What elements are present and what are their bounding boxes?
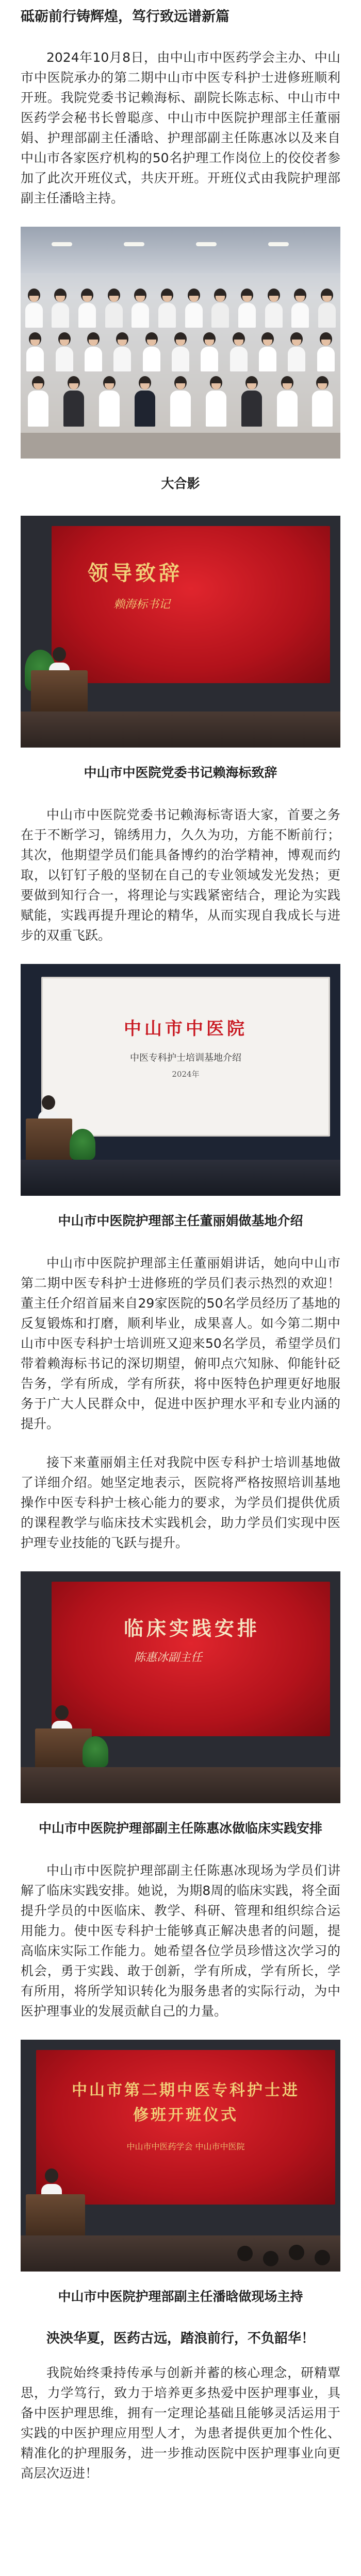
- floor: [21, 433, 340, 459]
- caption-deputy-chen: 中山市中医院护理部副主任陈惠冰做临床实践安排: [38, 1821, 322, 1836]
- paragraph-secretary: 中山市中医院党委书记赖海标寄语大家，首要之务在于不断学习，锦绣用力，久久为功，方能不断前行；其次，他期望学员们能具备博约的治学精神，博观而约取，以钉钉子般的坚韧在自己的专业领域发光发热；更要做到知行合一，将理论与实践紧密结合，理论为实践赋能，实践再提升理论的精华，从而实现自我成长与进步的双重飞跃。: [21, 807, 340, 943]
- screen-subtitle: 中医专科护士培训基地介绍: [130, 1053, 241, 1063]
- paragraph-base-intro: 接下来董丽娟主任对我院中医专科护士培训基地做了详细介绍。她坚定地表示，医院将严格按照培训基地操作中医专科护士核心能力的要求，为学员们提供优质的课程教学与临床技术实践机会，助力学员们实现中医护理专业技能的飞跃与提升。: [21, 1455, 340, 1550]
- caption-deputy-pan: 中山市中医院护理部副主任潘晗做现场主持: [58, 2289, 303, 2304]
- screen-subtitle: 中山市中医药学会 中山市中医院: [126, 2142, 245, 2151]
- middle-row-people: [21, 332, 340, 371]
- front-row-people: [21, 376, 340, 427]
- screen-title: 临床实践安排: [124, 1617, 260, 1640]
- screen-title: 领导致辞: [88, 561, 183, 585]
- stage-screen: [41, 977, 330, 1137]
- article-heading: 砥砺前行铸辉煌，笃行致远谱新篇: [21, 9, 229, 25]
- paragraph-director-speech: 中山市中医院护理部主任董丽娟讲话，她向中山市第二期中医专科护士进修班的学员们表示热烈的欢迎！董主任介绍首届来自29家医院的50名学员经历了基地的反复锻炼和打磨，顺利毕业，成果喜人。如今第二期中山市中医专科护士培训班又迎来50名学员，希望学员们带着赖海标书记的深切期望，俯叩点穴知脉、仰能针砭告务，学有所成，学有所获，将中医特色护理更好地服务于广大人民群众中，促进中医护理水平和专业内涵的提升。: [21, 1256, 340, 1431]
- ceiling: [21, 227, 340, 273]
- deputy-chen-photo: [21, 1571, 340, 1803]
- screen-year: 2024年: [172, 1070, 200, 1079]
- paragraph-closing: 我院始终秉持传承与创新并蓄的核心理念，研精覃思，力学笃行，致力于培养更多热爱中医护理事业，具备中医护理思维，拥有一定理论基础且能够灵活运用于实践的中医护理应用型人才，为患者提供更加个性化、精准化的护理服务，进一步推动医院中医护理事业向更高层次迈进！: [21, 2365, 340, 2481]
- paragraph-clinical-practice: 中山市中医院护理部副主任陈惠冰现场为学员们讲解了临床实践安排。她说，为期8周的临床实践，将全面提升学员的中医临床、教学、科研、管理和组织综合运用能力。使中医专科护士能够真正解决患者的问题，提高临床实际工作能力。她希望各位学员珍惜这次学习的机会，勇于实践、敢于创新，学有所成，学有所长，学有所用，将所学知识转化为服务患者的实际行动，为中医护理事业的发展贡献自己的力量。: [21, 1863, 340, 2019]
- stage-screen: [52, 526, 330, 683]
- screen-subtitle: 赖海标书记: [113, 598, 171, 611]
- caption-secretary: 中山市中医院党委书记赖海标致辞: [84, 765, 277, 780]
- group-photo: [21, 227, 340, 459]
- caption-group-photo: 大合影: [161, 476, 200, 491]
- closing-heading: 泱泱华夏，医药古远，踏浪前行，不负韶华！: [46, 2331, 315, 2346]
- stage-screen: [36, 2050, 335, 2205]
- deputy-pan-photo: [21, 2040, 340, 2272]
- stage-screen: [52, 1582, 330, 1736]
- screen-title: 中山市中医院: [124, 1019, 248, 1039]
- back-row-people: [21, 289, 340, 328]
- podium: [31, 670, 88, 717]
- caption-director: 中山市中医院护理部主任董丽娟做基地介绍: [58, 1213, 303, 1228]
- secretary-speech-photo: [21, 516, 340, 748]
- director-intro-photo: [21, 964, 340, 1196]
- paragraph-opening: 2024年10月8日，由中山市中医药学会主办、中山市中医院承办的第二期中山市中医专科护士进修班顺利开班。我院党委书记赖海标、副院长陈志标、中山市中医药学会秘书长曾聪彦、中山市中医院护理部主任董丽娟、护理部副主任潘晗、护理部副主任陈惠冰以及来自中山市各家医疗机构的50名护理工作岗位上的佼佼者参加了此次开班仪式，共庆开班。开班仪式由我院护理部副主任潘晗主持。: [21, 50, 340, 206]
- screen-subtitle: 陈惠冰副主任: [134, 1651, 203, 1664]
- screen-title: 中山市第二期中医专科护士进修班开班仪式: [72, 2081, 300, 2124]
